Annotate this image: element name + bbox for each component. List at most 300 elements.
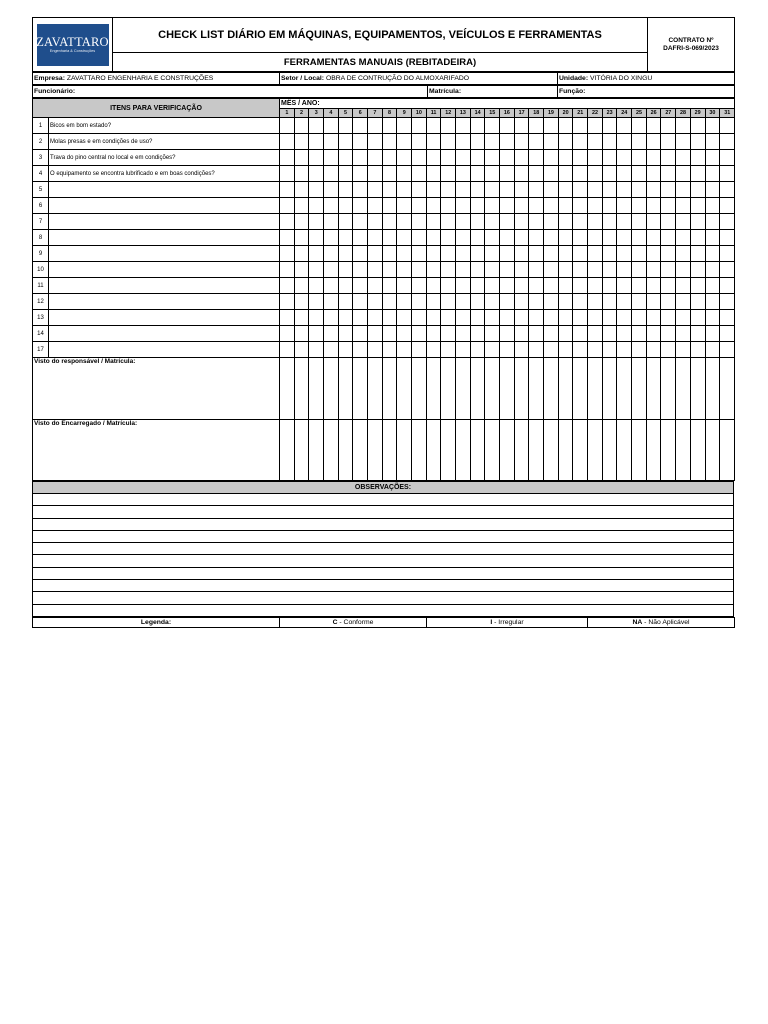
- day-check-cell[interactable]: [500, 326, 515, 342]
- day-check-cell[interactable]: [558, 182, 573, 198]
- day-check-cell[interactable]: [558, 310, 573, 326]
- day-check-cell[interactable]: [646, 118, 661, 134]
- day-check-cell[interactable]: [544, 262, 559, 278]
- day-check-cell[interactable]: [529, 134, 544, 150]
- day-check-cell[interactable]: [294, 326, 309, 342]
- day-check-cell[interactable]: [690, 278, 705, 294]
- empresa-field[interactable]: [33, 73, 280, 85]
- signature-cell[interactable]: [705, 358, 720, 420]
- day-check-cell[interactable]: [397, 230, 412, 246]
- observation-line[interactable]: [33, 530, 734, 542]
- day-check-cell[interactable]: [470, 262, 485, 278]
- signature-cell[interactable]: [368, 420, 383, 481]
- day-check-cell[interactable]: [294, 278, 309, 294]
- day-check-cell[interactable]: [705, 278, 720, 294]
- day-check-cell[interactable]: [514, 150, 529, 166]
- day-check-cell[interactable]: [500, 278, 515, 294]
- day-check-cell[interactable]: [294, 166, 309, 182]
- day-check-cell[interactable]: [324, 342, 339, 358]
- day-check-cell[interactable]: [514, 214, 529, 230]
- day-check-cell[interactable]: [309, 230, 324, 246]
- day-check-cell[interactable]: [720, 326, 735, 342]
- day-check-cell[interactable]: [514, 310, 529, 326]
- day-check-cell[interactable]: [441, 262, 456, 278]
- day-check-cell[interactable]: [324, 182, 339, 198]
- day-check-cell[interactable]: [485, 118, 500, 134]
- day-check-cell[interactable]: [588, 166, 603, 182]
- day-check-cell[interactable]: [353, 230, 368, 246]
- day-check-cell[interactable]: [382, 262, 397, 278]
- day-check-cell[interactable]: [456, 278, 471, 294]
- day-check-cell[interactable]: [500, 150, 515, 166]
- day-check-cell[interactable]: [309, 246, 324, 262]
- day-check-cell[interactable]: [676, 326, 691, 342]
- day-check-cell[interactable]: [514, 294, 529, 310]
- day-check-cell[interactable]: [705, 150, 720, 166]
- signature-cell[interactable]: [514, 420, 529, 481]
- day-check-cell[interactable]: [646, 150, 661, 166]
- day-check-cell[interactable]: [588, 150, 603, 166]
- day-check-cell[interactable]: [426, 230, 441, 246]
- day-check-cell[interactable]: [382, 342, 397, 358]
- day-check-cell[interactable]: [280, 198, 295, 214]
- day-check-cell[interactable]: [500, 294, 515, 310]
- day-check-cell[interactable]: [309, 198, 324, 214]
- day-check-cell[interactable]: [412, 166, 427, 182]
- signature-cell[interactable]: [544, 358, 559, 420]
- day-check-cell[interactable]: [353, 214, 368, 230]
- day-check-cell[interactable]: [338, 246, 353, 262]
- day-check-cell[interactable]: [397, 294, 412, 310]
- day-check-cell[interactable]: [602, 214, 617, 230]
- signature-cell[interactable]: [397, 358, 412, 420]
- day-check-cell[interactable]: [280, 342, 295, 358]
- signature-cell[interactable]: [368, 358, 383, 420]
- day-check-cell[interactable]: [280, 150, 295, 166]
- day-check-cell[interactable]: [294, 182, 309, 198]
- day-check-cell[interactable]: [646, 246, 661, 262]
- signature-cell[interactable]: [720, 420, 735, 481]
- signature-cell[interactable]: [412, 420, 427, 481]
- day-check-cell[interactable]: [676, 230, 691, 246]
- day-check-cell[interactable]: [397, 326, 412, 342]
- signature-cell[interactable]: [646, 420, 661, 481]
- day-check-cell[interactable]: [544, 278, 559, 294]
- day-check-cell[interactable]: [368, 326, 383, 342]
- day-check-cell[interactable]: [353, 262, 368, 278]
- day-check-cell[interactable]: [544, 134, 559, 150]
- day-check-cell[interactable]: [646, 182, 661, 198]
- day-check-cell[interactable]: [676, 134, 691, 150]
- day-check-cell[interactable]: [412, 230, 427, 246]
- day-check-cell[interactable]: [529, 310, 544, 326]
- day-check-cell[interactable]: [632, 118, 647, 134]
- day-check-cell[interactable]: [456, 326, 471, 342]
- day-check-cell[interactable]: [544, 294, 559, 310]
- day-check-cell[interactable]: [676, 310, 691, 326]
- day-check-cell[interactable]: [426, 118, 441, 134]
- observation-line[interactable]: [33, 555, 734, 567]
- day-check-cell[interactable]: [588, 134, 603, 150]
- day-check-cell[interactable]: [661, 294, 676, 310]
- day-check-cell[interactable]: [324, 262, 339, 278]
- day-check-cell[interactable]: [368, 262, 383, 278]
- day-check-cell[interactable]: [632, 278, 647, 294]
- day-check-cell[interactable]: [705, 294, 720, 310]
- visto-encarregado-label[interactable]: Visto do Encarregado / Matrícula:: [33, 420, 280, 481]
- day-check-cell[interactable]: [368, 278, 383, 294]
- day-check-cell[interactable]: [544, 198, 559, 214]
- day-check-cell[interactable]: [573, 294, 588, 310]
- day-check-cell[interactable]: [705, 166, 720, 182]
- day-check-cell[interactable]: [617, 150, 632, 166]
- day-check-cell[interactable]: [412, 262, 427, 278]
- day-check-cell[interactable]: [470, 134, 485, 150]
- day-check-cell[interactable]: [720, 118, 735, 134]
- day-check-cell[interactable]: [705, 182, 720, 198]
- day-check-cell[interactable]: [690, 294, 705, 310]
- signature-cell[interactable]: [514, 358, 529, 420]
- day-check-cell[interactable]: [456, 230, 471, 246]
- day-check-cell[interactable]: [617, 166, 632, 182]
- observation-line[interactable]: [33, 592, 734, 604]
- signature-cell[interactable]: [382, 358, 397, 420]
- day-check-cell[interactable]: [646, 294, 661, 310]
- signature-cell[interactable]: [558, 358, 573, 420]
- day-check-cell[interactable]: [602, 230, 617, 246]
- day-check-cell[interactable]: [646, 214, 661, 230]
- day-check-cell[interactable]: [588, 278, 603, 294]
- day-check-cell[interactable]: [617, 262, 632, 278]
- day-check-cell[interactable]: [720, 262, 735, 278]
- day-check-cell[interactable]: [456, 214, 471, 230]
- day-check-cell[interactable]: [309, 262, 324, 278]
- day-check-cell[interactable]: [470, 246, 485, 262]
- day-check-cell[interactable]: [646, 342, 661, 358]
- day-check-cell[interactable]: [456, 246, 471, 262]
- day-check-cell[interactable]: [500, 118, 515, 134]
- signature-cell[interactable]: [456, 420, 471, 481]
- day-check-cell[interactable]: [632, 294, 647, 310]
- day-check-cell[interactable]: [324, 166, 339, 182]
- day-check-cell[interactable]: [514, 246, 529, 262]
- day-check-cell[interactable]: [441, 294, 456, 310]
- day-check-cell[interactable]: [324, 150, 339, 166]
- day-check-cell[interactable]: [324, 294, 339, 310]
- day-check-cell[interactable]: [441, 134, 456, 150]
- day-check-cell[interactable]: [617, 118, 632, 134]
- day-check-cell[interactable]: [412, 182, 427, 198]
- day-check-cell[interactable]: [573, 182, 588, 198]
- signature-cell[interactable]: [617, 358, 632, 420]
- day-check-cell[interactable]: [426, 278, 441, 294]
- day-check-cell[interactable]: [426, 150, 441, 166]
- day-check-cell[interactable]: [529, 214, 544, 230]
- signature-cell[interactable]: [382, 420, 397, 481]
- day-check-cell[interactable]: [412, 278, 427, 294]
- day-check-cell[interactable]: [500, 198, 515, 214]
- day-check-cell[interactable]: [558, 214, 573, 230]
- day-check-cell[interactable]: [573, 262, 588, 278]
- day-check-cell[interactable]: [544, 182, 559, 198]
- day-check-cell[interactable]: [456, 262, 471, 278]
- day-check-cell[interactable]: [456, 310, 471, 326]
- day-check-cell[interactable]: [382, 198, 397, 214]
- day-check-cell[interactable]: [324, 326, 339, 342]
- day-check-cell[interactable]: [500, 342, 515, 358]
- day-check-cell[interactable]: [441, 326, 456, 342]
- day-check-cell[interactable]: [514, 198, 529, 214]
- day-check-cell[interactable]: [397, 214, 412, 230]
- day-check-cell[interactable]: [280, 246, 295, 262]
- day-check-cell[interactable]: [500, 246, 515, 262]
- signature-cell[interactable]: [529, 358, 544, 420]
- day-check-cell[interactable]: [573, 118, 588, 134]
- day-check-cell[interactable]: [382, 326, 397, 342]
- funcionario-field[interactable]: [33, 86, 428, 98]
- day-check-cell[interactable]: [646, 310, 661, 326]
- day-check-cell[interactable]: [368, 198, 383, 214]
- day-check-cell[interactable]: [382, 118, 397, 134]
- day-check-cell[interactable]: [426, 246, 441, 262]
- day-check-cell[interactable]: [441, 150, 456, 166]
- day-check-cell[interactable]: [280, 134, 295, 150]
- day-check-cell[interactable]: [368, 310, 383, 326]
- day-check-cell[interactable]: [382, 150, 397, 166]
- day-check-cell[interactable]: [617, 198, 632, 214]
- day-check-cell[interactable]: [617, 134, 632, 150]
- day-check-cell[interactable]: [632, 198, 647, 214]
- day-check-cell[interactable]: [353, 182, 368, 198]
- day-check-cell[interactable]: [705, 214, 720, 230]
- day-check-cell[interactable]: [426, 310, 441, 326]
- signature-cell[interactable]: [441, 358, 456, 420]
- day-check-cell[interactable]: [690, 198, 705, 214]
- signature-cell[interactable]: [690, 420, 705, 481]
- day-check-cell[interactable]: [602, 134, 617, 150]
- day-check-cell[interactable]: [676, 246, 691, 262]
- day-check-cell[interactable]: [280, 326, 295, 342]
- day-check-cell[interactable]: [602, 262, 617, 278]
- day-check-cell[interactable]: [500, 310, 515, 326]
- day-check-cell[interactable]: [690, 134, 705, 150]
- day-check-cell[interactable]: [280, 182, 295, 198]
- day-check-cell[interactable]: [514, 262, 529, 278]
- signature-cell[interactable]: [353, 420, 368, 481]
- day-check-cell[interactable]: [558, 198, 573, 214]
- day-check-cell[interactable]: [353, 134, 368, 150]
- day-check-cell[interactable]: [573, 198, 588, 214]
- day-check-cell[interactable]: [397, 182, 412, 198]
- day-check-cell[interactable]: [646, 166, 661, 182]
- day-check-cell[interactable]: [485, 246, 500, 262]
- day-check-cell[interactable]: [602, 326, 617, 342]
- day-check-cell[interactable]: [456, 166, 471, 182]
- day-check-cell[interactable]: [529, 118, 544, 134]
- day-check-cell[interactable]: [280, 310, 295, 326]
- day-check-cell[interactable]: [632, 182, 647, 198]
- day-check-cell[interactable]: [632, 230, 647, 246]
- day-check-cell[interactable]: [485, 150, 500, 166]
- day-check-cell[interactable]: [485, 262, 500, 278]
- day-check-cell[interactable]: [646, 262, 661, 278]
- day-check-cell[interactable]: [720, 294, 735, 310]
- day-check-cell[interactable]: [632, 326, 647, 342]
- day-check-cell[interactable]: [485, 166, 500, 182]
- day-check-cell[interactable]: [632, 246, 647, 262]
- day-check-cell[interactable]: [397, 262, 412, 278]
- day-check-cell[interactable]: [529, 294, 544, 310]
- day-check-cell[interactable]: [309, 326, 324, 342]
- day-check-cell[interactable]: [617, 342, 632, 358]
- day-check-cell[interactable]: [573, 230, 588, 246]
- day-check-cell[interactable]: [441, 342, 456, 358]
- day-check-cell[interactable]: [426, 214, 441, 230]
- day-check-cell[interactable]: [676, 150, 691, 166]
- day-check-cell[interactable]: [661, 262, 676, 278]
- day-check-cell[interactable]: [573, 246, 588, 262]
- signature-cell[interactable]: [324, 358, 339, 420]
- day-check-cell[interactable]: [720, 214, 735, 230]
- day-check-cell[interactable]: [646, 134, 661, 150]
- day-check-cell[interactable]: [690, 262, 705, 278]
- day-check-cell[interactable]: [353, 246, 368, 262]
- day-check-cell[interactable]: [544, 326, 559, 342]
- day-check-cell[interactable]: [661, 166, 676, 182]
- day-check-cell[interactable]: [294, 118, 309, 134]
- day-check-cell[interactable]: [382, 294, 397, 310]
- signature-cell[interactable]: [426, 358, 441, 420]
- signature-cell[interactable]: [661, 420, 676, 481]
- day-check-cell[interactable]: [588, 310, 603, 326]
- day-check-cell[interactable]: [309, 214, 324, 230]
- day-check-cell[interactable]: [661, 118, 676, 134]
- day-check-cell[interactable]: [690, 246, 705, 262]
- day-check-cell[interactable]: [690, 214, 705, 230]
- day-check-cell[interactable]: [500, 262, 515, 278]
- day-check-cell[interactable]: [573, 342, 588, 358]
- signature-cell[interactable]: [485, 420, 500, 481]
- signature-cell[interactable]: [338, 358, 353, 420]
- day-check-cell[interactable]: [646, 326, 661, 342]
- day-check-cell[interactable]: [573, 214, 588, 230]
- unidade-field[interactable]: [558, 73, 735, 85]
- day-check-cell[interactable]: [382, 182, 397, 198]
- day-check-cell[interactable]: [412, 294, 427, 310]
- day-check-cell[interactable]: [544, 310, 559, 326]
- day-check-cell[interactable]: [470, 166, 485, 182]
- day-check-cell[interactable]: [485, 198, 500, 214]
- day-check-cell[interactable]: [588, 294, 603, 310]
- signature-cell[interactable]: [412, 358, 427, 420]
- day-check-cell[interactable]: [617, 326, 632, 342]
- day-check-cell[interactable]: [676, 182, 691, 198]
- day-check-cell[interactable]: [573, 134, 588, 150]
- day-check-cell[interactable]: [338, 166, 353, 182]
- observation-line[interactable]: [33, 494, 734, 506]
- day-check-cell[interactable]: [529, 278, 544, 294]
- day-check-cell[interactable]: [338, 182, 353, 198]
- signature-cell[interactable]: [676, 358, 691, 420]
- day-check-cell[interactable]: [426, 134, 441, 150]
- day-check-cell[interactable]: [573, 150, 588, 166]
- mes-ano-label[interactable]: MÊS / ANO:: [280, 99, 735, 109]
- day-check-cell[interactable]: [720, 150, 735, 166]
- day-check-cell[interactable]: [309, 294, 324, 310]
- day-check-cell[interactable]: [544, 118, 559, 134]
- day-check-cell[interactable]: [324, 214, 339, 230]
- signature-cell[interactable]: [588, 420, 603, 481]
- day-check-cell[interactable]: [690, 310, 705, 326]
- day-check-cell[interactable]: [646, 198, 661, 214]
- day-check-cell[interactable]: [588, 198, 603, 214]
- day-check-cell[interactable]: [544, 230, 559, 246]
- day-check-cell[interactable]: [338, 134, 353, 150]
- day-check-cell[interactable]: [441, 214, 456, 230]
- day-check-cell[interactable]: [397, 310, 412, 326]
- day-check-cell[interactable]: [632, 262, 647, 278]
- day-check-cell[interactable]: [485, 326, 500, 342]
- day-check-cell[interactable]: [382, 166, 397, 182]
- day-check-cell[interactable]: [382, 134, 397, 150]
- day-check-cell[interactable]: [588, 182, 603, 198]
- day-check-cell[interactable]: [676, 278, 691, 294]
- day-check-cell[interactable]: [485, 214, 500, 230]
- day-check-cell[interactable]: [720, 278, 735, 294]
- day-check-cell[interactable]: [558, 166, 573, 182]
- day-check-cell[interactable]: [309, 134, 324, 150]
- day-check-cell[interactable]: [602, 118, 617, 134]
- day-check-cell[interactable]: [294, 342, 309, 358]
- day-check-cell[interactable]: [456, 134, 471, 150]
- day-check-cell[interactable]: [573, 166, 588, 182]
- day-check-cell[interactable]: [280, 278, 295, 294]
- day-check-cell[interactable]: [602, 198, 617, 214]
- day-check-cell[interactable]: [368, 150, 383, 166]
- signature-cell[interactable]: [426, 420, 441, 481]
- signature-cell[interactable]: [309, 358, 324, 420]
- day-check-cell[interactable]: [617, 294, 632, 310]
- signature-cell[interactable]: [646, 358, 661, 420]
- day-check-cell[interactable]: [632, 342, 647, 358]
- day-check-cell[interactable]: [309, 342, 324, 358]
- day-check-cell[interactable]: [720, 230, 735, 246]
- day-check-cell[interactable]: [426, 342, 441, 358]
- day-check-cell[interactable]: [412, 150, 427, 166]
- day-check-cell[interactable]: [382, 214, 397, 230]
- day-check-cell[interactable]: [338, 214, 353, 230]
- day-check-cell[interactable]: [412, 198, 427, 214]
- day-check-cell[interactable]: [324, 230, 339, 246]
- day-check-cell[interactable]: [500, 134, 515, 150]
- day-check-cell[interactable]: [705, 310, 720, 326]
- signature-cell[interactable]: [573, 420, 588, 481]
- day-check-cell[interactable]: [368, 342, 383, 358]
- day-check-cell[interactable]: [441, 278, 456, 294]
- day-check-cell[interactable]: [338, 294, 353, 310]
- signature-cell[interactable]: [676, 420, 691, 481]
- day-check-cell[interactable]: [529, 342, 544, 358]
- signature-cell[interactable]: [309, 420, 324, 481]
- day-check-cell[interactable]: [338, 118, 353, 134]
- day-check-cell[interactable]: [514, 230, 529, 246]
- signature-cell[interactable]: [338, 420, 353, 481]
- day-check-cell[interactable]: [661, 198, 676, 214]
- day-check-cell[interactable]: [353, 294, 368, 310]
- day-check-cell[interactable]: [705, 262, 720, 278]
- day-check-cell[interactable]: [588, 118, 603, 134]
- day-check-cell[interactable]: [426, 294, 441, 310]
